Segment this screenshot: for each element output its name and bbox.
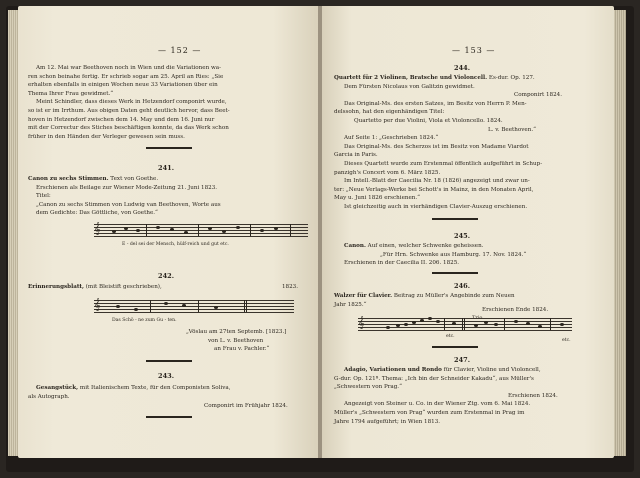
entry-title-rest: mit Italienischem Texte, für den Componisten Soliva, [78,385,231,391]
text-line: Componirt im Frühjahr 1824. [204,403,288,409]
entry-title-line [28,283,162,292]
text-line: ter: „Neue Verlags-Werke bei Schott's in Mainz, in den Monaten April, [334,186,534,193]
note [112,230,116,233]
note [184,231,188,234]
page-edges-right [614,10,626,456]
text-line: Dem Fürsten Nicolaus von Galitzin gewidmet. [344,83,475,90]
note [222,230,226,233]
note [396,324,400,327]
note [526,322,530,325]
entry-title-line [334,292,515,301]
text-line: Componirt 1824. [514,92,563,99]
text-line: „Canon zu sechs Stimmen von Ludwig van Beethoven, Worte aus [36,201,221,208]
note [214,306,218,309]
note [514,320,518,323]
entry-number: 244. [454,64,471,72]
section-rule [432,272,478,274]
bar-line [246,300,247,312]
treble-clef-icon: 𝄞 [358,316,365,329]
text-line: Dieses Quartett wurde zum Erstenmal öffentlich aufgeführt in Schup- [344,161,543,167]
music-staff [94,300,294,314]
text-line: Erschienen 1824. [508,392,558,399]
entry-year: 1823. [282,284,299,290]
note [156,226,160,229]
entry-title-line [344,366,541,375]
entry-title-line [36,384,231,393]
text-line: an Frau v. Pachler.“ [214,346,270,353]
entry-title-rest: (mit Bleistift geschrieben), [83,284,162,290]
entry-title-line [344,242,484,251]
entry-number: 242. [158,272,175,280]
bar-line [290,224,291,236]
page-number: — 153 — [452,46,496,55]
note [404,323,408,326]
text-line: so ist er im Irrthum. Aus obigen Daten geht deutlich hervor, dass Beet- [28,108,230,114]
entry-title-line [28,175,158,184]
note [164,302,168,305]
note [420,319,424,322]
text-line: panzigh's Concert vom 6. März 1825. [334,169,441,176]
section-rule [432,346,478,348]
text-line: Müller's „Schwestern von Prag“ wurden zum Erstenmal in Prag im [334,410,525,416]
entry-number: 247. [454,356,471,364]
text-line: Meint Schindler, dass dieses Werk in Hetzendorf componirt wurde, [36,99,227,106]
note [484,321,488,324]
entry-title-rest: Auf einen, welcher Schwenke geheissen. [365,243,484,249]
music-staff [358,318,572,332]
note [538,325,542,328]
entry-title: Walzer für Clavier. [334,293,393,299]
text-line: L. v. Beethoven.“ [488,126,536,133]
entry-title-rest: Text von Goethe. [108,176,159,182]
bar-line [444,318,445,330]
trio-label: Trio. [472,315,484,321]
music-staff [94,224,308,238]
bar-line [244,300,245,312]
note [260,229,264,232]
note [494,323,498,326]
bar-line [504,318,505,330]
text-line: Auf Seite 1: „Geschrieben 1824.“ [344,135,439,142]
note [134,308,138,311]
text-line: von L. v. Beethoven [208,337,264,344]
page-number: — 152 — [158,46,202,55]
bar-line [146,224,147,236]
lyrics: E - del sei der Mensch, hülf-reich und gut etc. [122,242,229,247]
note [452,322,456,325]
entry-number: 243. [158,372,175,380]
text-line: Jahr 1825.“ [334,301,367,308]
entry-title: Canon. [344,243,366,249]
entry-title: Erinnerungsblatt, [28,284,84,290]
note [124,227,128,230]
note [136,229,140,232]
text-line: Angezeigt von Steiner u. Co. in der Wiener Ztg. vom 6. Mai 1824. [344,401,531,408]
text-line: Erschienen Ende 1824. [482,307,549,313]
page-edges-left [8,10,18,456]
note [436,320,440,323]
entry-title: Gesangstück, [36,385,79,391]
section-rule [146,416,192,418]
note [412,321,416,324]
entry-title-rest: Es-dur. Op. 127. [487,75,535,81]
entry-title-rest: für Clavier, Violine und Violoncell, [441,367,541,373]
text-line: früher in den Händen der Verleger gewesen sein muss. [28,133,185,140]
right-page [322,6,614,458]
text-line: May u. Juni 1826 erschienen.“ [334,195,421,202]
note [116,305,120,308]
entry-number: 246. [454,282,471,290]
text-line: Garcia in Paris. [334,152,378,159]
text-line: erhalten ebenfalls in einigen Wochen neue 33 Variationen über ein [28,82,218,89]
text-line: „Vöslau am 27ten Septemb. [1823.] [186,329,287,335]
entry-title: Quartett für 2 Violinen, Bratsche und Violoncell. [334,75,488,81]
bar-line [462,318,463,330]
entry-number: 241. [158,164,175,172]
text-line: Das Original-Ms. des Scherzos ist im Besitz von Madame Viardot [344,143,529,150]
text-line: Jahre 1794 aufgeführt; in Wien 1813. [334,418,441,425]
note [170,228,174,231]
text-line: delssohn, hat den eigenhändigen Titel: [334,109,445,116]
entry-title: Canon zu sechs Stimmen. [28,176,109,182]
text-line: Erschienen in der Caecilia II. 206. 1825. [344,260,460,267]
note [474,324,478,327]
section-rule [146,360,192,362]
bar-line [198,300,199,312]
note [428,317,432,320]
text-line: ren schon beinahe fertig. Er schrieb sogar am 25. April an Ries: „Sie [28,73,224,80]
text-line: „Für Hrn. Schwenke aus Hamburg. 17. Nov. 1824.“ [380,251,527,258]
note [208,227,212,230]
text-line: Ist gleichzeitig auch in vierhändigen Clavier-Auszug erschienen. [344,204,528,210]
entry-title: Adagio, Variationen und Rondo [344,367,442,373]
text-line: dem Gedichte: Das Göttliche, von Goethe.“ [36,210,158,217]
section-rule [432,218,478,220]
text-line: hoven in Hetzendorf zwischen dem 14. May und dem 16. Juni nur [28,116,215,123]
text-line: Erschienen als Beilage zur Wiener Mode-Zeitung 21. Juni 1823. [36,184,218,191]
text-line: Titel: [36,193,51,200]
bar-line [250,224,251,236]
note [274,227,278,230]
text-line: mit der Correctur des Stiches beschäftigen konnte, da das Werk schon [28,125,229,132]
text-line: G-dur. Op. 121ª. Thema: „Ich bin der Schneider Kakadu“, aus Müller's [334,375,534,382]
etc-label: etc. [562,338,571,343]
section-rule [146,147,192,149]
text-line: Quartetto per due Violini, Viola et Violoncello. 1824. [354,118,503,124]
text-line: „Schwestern von Prag.“ [334,384,402,391]
lyrics: Das Schö - ne zum Gu - ten. [112,318,177,323]
treble-clef-icon: 𝄞 [94,222,101,235]
etc-label: etc. [446,334,455,339]
text-line: Im Intell.-Blatt der Caecilia Nr. 18 (1826) angezeigt und zwar un- [344,178,530,185]
text-line: Das Original-Ms. des ersten Satzes, im Besitz von Herrn P. Men- [344,100,527,107]
note [236,226,240,229]
bar-line [464,318,465,330]
bar-line [198,224,199,236]
note [560,323,564,326]
entry-title-rest: Beitrag zu Müller's Angebinde zum Neuen [392,293,515,299]
text-line: Am 12. Mai war Beethoven noch in Wien und die Variationen wa- [36,65,221,71]
text-line: Thema Ihrer Frau gewidmet.“ [28,90,114,97]
text-line: als Autograph. [28,393,70,400]
treble-clef-icon: 𝄞 [94,298,101,311]
left-page [18,6,318,458]
entry-number: 245. [454,232,471,240]
entry-title-line [334,74,535,83]
note [182,304,186,307]
bar-line [550,318,551,330]
bar-line [150,300,151,312]
note [386,326,390,329]
